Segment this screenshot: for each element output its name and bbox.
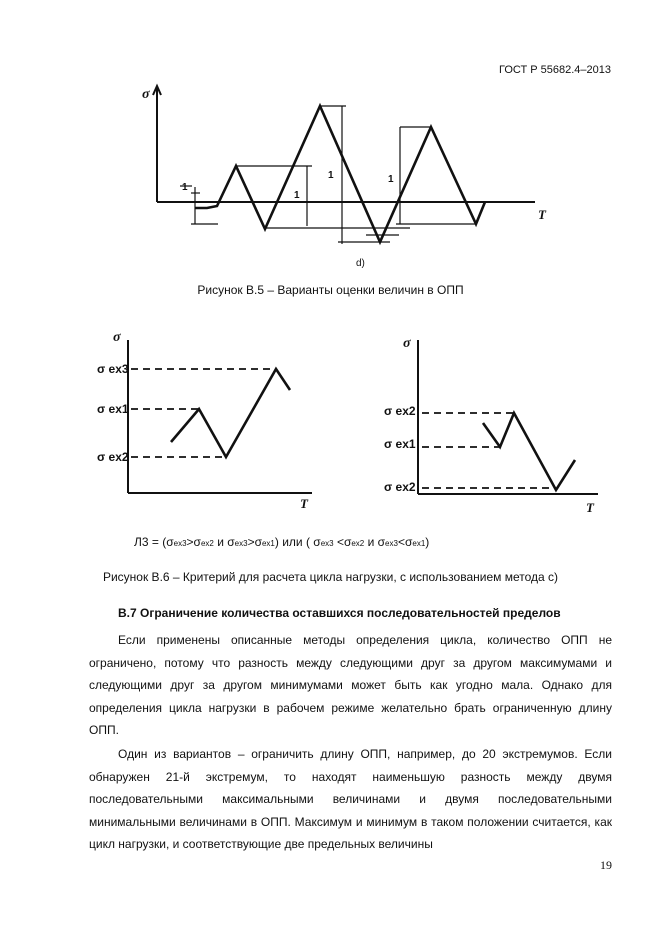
b6l-label-ex1: σ ex1: [97, 402, 129, 416]
b5-sigma-label: σ: [142, 87, 150, 102]
b5-mark: 1: [328, 170, 334, 181]
figure-b6-caption: Рисунок В.6 – Критерий для расчета цикла нагрузки, с использованием метода с): [102, 570, 559, 584]
b6r-t-label: T: [586, 500, 594, 515]
formula-subscript: ex2: [200, 539, 214, 548]
document-standard-number: ГОСТ Р 55682.4–2013: [499, 64, 611, 76]
b5-mark: 1: [182, 182, 188, 193]
section-heading: В.7 Ограничение количества оставшихся последовательностей пределов: [118, 606, 561, 620]
page-number: 19: [600, 858, 612, 872]
formula-part: ) или ( σ: [274, 535, 321, 549]
b6r-label-ex2-bottom: σ ex2: [384, 480, 416, 494]
formula-subscript: ex1: [412, 539, 426, 548]
formula-subscript: ex1: [261, 539, 275, 548]
criterion-formula: [134, 535, 429, 549]
formula-subscript: ex3: [234, 539, 248, 548]
b6l-sigma-label: σ: [113, 330, 121, 345]
formula-part: ): [425, 535, 430, 549]
formula-part: и σ: [213, 535, 235, 549]
b6l-label-ex2: σ ex2: [97, 450, 129, 464]
formula-part: >σ: [247, 535, 262, 549]
formula-part: >σ: [186, 535, 201, 549]
b6l-t-label: T: [300, 496, 308, 511]
figure-b5-panel-label: d): [356, 258, 365, 269]
paragraph-1: Если применены описанные методы определения цикла, количество ОПП не ограничено, потому что разность между следующими друг за другом максимумами и следующими друг за другом минимумами может быть как угодно мала. Однако для определения цикла нагрузки в рабочем режиме желательно брать ограниченную длину ОПП.: [89, 633, 612, 738]
formula-subscript: ex2: [351, 539, 365, 548]
formula-part: <σ: [397, 535, 413, 549]
formula-part: Л3 = (: [134, 535, 167, 549]
b6r-label-ex1: σ ex1: [384, 437, 416, 451]
formula-part: <σ: [333, 535, 352, 549]
b6r-label-ex2-top: σ ex2: [384, 404, 416, 418]
formula-subscript: ex3: [173, 539, 187, 548]
formula-part: σ: [166, 535, 174, 549]
formula-subscript: ex3: [320, 539, 334, 548]
b6l-label-ex3: σ ex3: [97, 362, 129, 376]
figure-b5-caption: Рисунок В.5 – Варианты оценки величин в ОПП: [197, 283, 464, 297]
b6r-sigma-label: σ: [403, 336, 411, 351]
b5-mark: 1: [294, 190, 300, 201]
b5-mark: 1: [388, 174, 394, 185]
paragraph-2: Один из вариантов – ограничить длину ОПП, например, до 20 экстремумов. Если обнаружен 21-й экстремум, то находят наименьшую разность между двумя последовательными максимальными величинами и двумя последовательными минимальными величинами в ОПП. Максимум и минимум в таком положении считается, как цикл нагрузки, и соответствующие две предельных величины: [89, 747, 612, 852]
formula-part: и σ: [364, 535, 386, 549]
formula-subscript: ex3: [385, 539, 398, 548]
b6r-signal-line: [483, 413, 575, 490]
b5-t-label: T: [538, 207, 546, 222]
